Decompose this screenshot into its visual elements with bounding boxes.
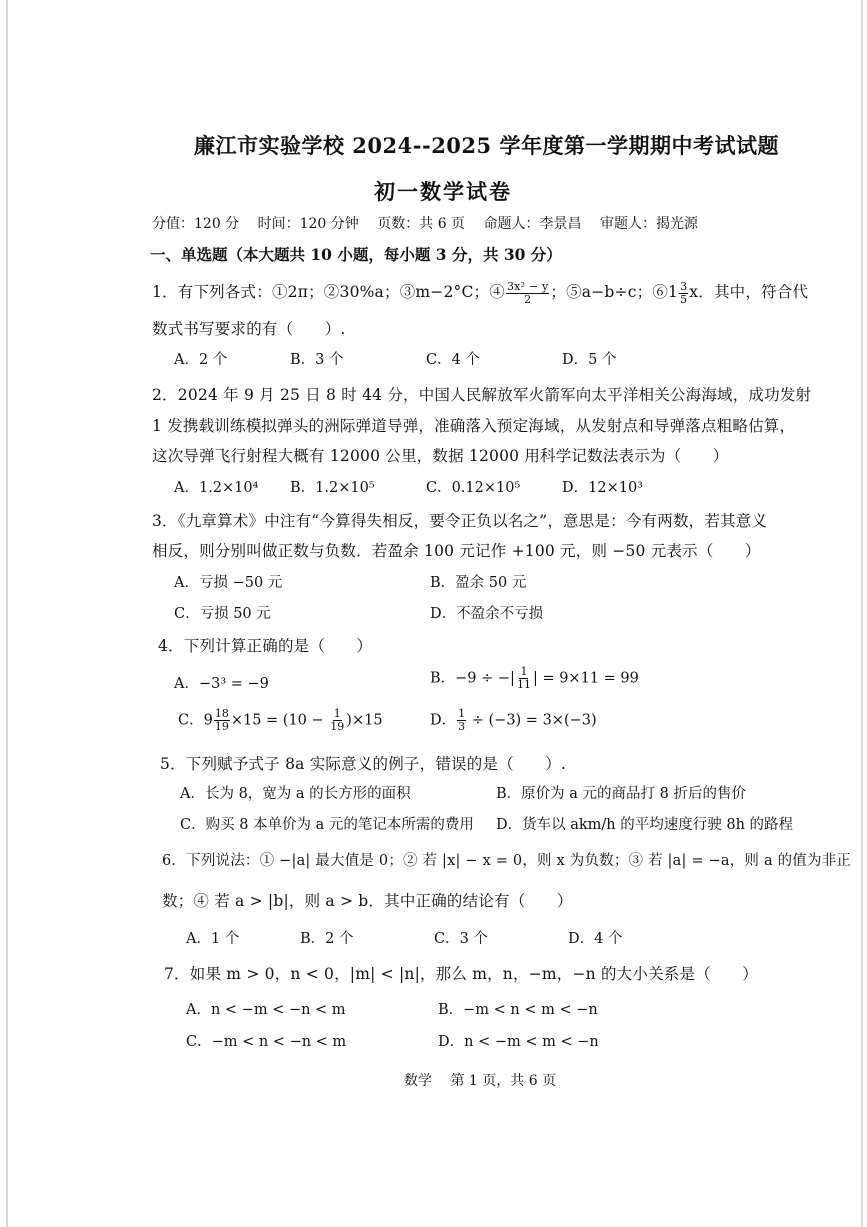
q5-option-d: D．货车以 akm/h 的平均速度行驶 8h 的路程 [496,817,794,833]
q5-option-c: C．购买 8 本单价为 a 元的笔记本所需的费用 [180,817,474,833]
q3-option-d: D．不盈余不亏损 [430,606,544,622]
q4-c-num2: 1 [333,707,341,720]
q3-option-b: B．盈余 50 元 [430,575,527,591]
q4-d-post: ÷ (−3) = 3×(−3) [467,712,597,729]
question-2-line3: 这次导弹飞行射程大概有 12000 公里，数据 12000 用科学记数法表示为（ ） [152,447,729,465]
q1-option-d: D．5 个 [562,352,617,368]
question-1-line1 [152,280,808,306]
section-heading: 一、单选题（本大题共 10 小题，每小题 3 分，共 30 分） [150,245,562,264]
q4-c-pre: C．9 [178,712,213,729]
q4-option-b: B．−9 ÷ −| $\frac{1}{11}$ | = 9×11 = 99 [430,665,639,691]
scan-right-edge [861,0,863,1227]
q5-option-b: B．原价为 a 元的商品打 8 折后的售价 [496,786,746,802]
q6-option-a: A．1 个 [186,931,240,947]
q4-b-post: = 9×11 = 99 [537,670,639,687]
q4-c-fraction1 [214,708,230,733]
q7-option-c: C．−m < n < −n < m [186,1034,347,1050]
question-6-line1: 6．下列说法：① −|a| 最大值是 0；② 若 |x| − x = 0，则 x 为负数；③ 若 |a| = −a，则 a 的值为非正 [162,853,852,869]
question-3-line2: 相反，则分别叫做正数与负数．若盈余 100 元记作 +100 元，则 −50 元表示（ ） [152,542,761,560]
q4-option-c [178,708,383,733]
q3-option-a: A．亏损 −50 元 [174,575,283,591]
question-3-line1: 3．《九章算术》中注有“今算得失相反，要令正负以名之”，意思是：今有两数，若其意义 [152,512,768,530]
q7-option-a: A．n < −m < −n < m [186,1002,346,1018]
q2-option-b: B．1.2×10⁵ [290,480,375,496]
q4-d-fraction [457,708,466,733]
question-1-line2: 数式书写要求的有（ ）. [152,320,346,338]
q6-option-c: C．3 个 [434,931,488,947]
question-2-line2: 1 发携载训练模拟弹头的洲际弹道导弹，准确落入预定海域，从发射点和导弹落点粗略估算， [152,417,796,435]
question-7-stem: 7．如果 m > 0，n < 0，|m| < |n|，那么 m，n，−m，−n 的大小关系是（ ） [164,965,758,983]
q1-option-a: A．2 个 [174,352,228,368]
q1-fraction [506,281,549,306]
q4-d-pre: D． [430,712,457,729]
q1-suffix: x．其中，符合代 [689,283,809,301]
question-6-line2: 数；④ 若 a > |b|，则 a > b．其中正确的结论有（ ） [162,892,573,910]
q1-mixed-fraction [679,281,688,306]
q4-c-fraction2 [329,708,345,733]
page-footer: 数学 第 1 页，共 6 页 [404,1073,557,1089]
q7-option-b: B．−m < n < m < −n [438,1002,598,1018]
q1-prefix: 1．有下列各式：①2π；②30%a；③m−2°C；④ [152,283,505,301]
q4-b-fraction [516,666,532,691]
q4-d-den: 3 [458,720,466,733]
page-title: 廉江市实验学校 2024--2025 学年度第一学期期中考试试题 [194,133,779,158]
q1-option-b: B．3 个 [290,352,344,368]
q1-mixed-den: 5 [680,292,688,306]
q4-option-d [430,708,597,733]
q1-frac-den: 2 [524,292,532,306]
question-2-line1: 2．2024 年 9 月 25 日 8 时 44 分，中国人民解放军火箭军向太平洋相关公海海域，成功发射 [152,386,812,404]
q1-option-c: C．4 个 [426,352,480,368]
scan-left-edge [6,0,8,1227]
q4-c-num1: 18 [214,707,229,720]
q4-c-post: )×15 [346,712,383,729]
q4-c-mid: ×15 = (10 − [230,712,329,729]
q2-option-d: D．12×10³ [562,480,643,496]
exam-meta: 分值：120 分 时间：120 分钟 页数：共 6 页 命题人：李景昌 审题人：揭光源 [152,216,698,232]
q4-b-pre: B．−9 ÷ [430,670,498,687]
q2-option-c: C．0.12×10⁵ [426,480,521,496]
q4-b-num: 1 [520,665,528,678]
q7-option-d: D．n < −m < m < −n [438,1034,599,1050]
q1-mixed-num: 3 [680,279,688,293]
question-4-stem: 4．下列计算正确的是（ ） [158,637,373,655]
question-5-stem: 5．下列赋予式子 8a 实际意义的例子，错误的是（ ）. [160,755,567,773]
q1-frac-num: 3x² − y [506,279,549,293]
q2-option-a: A．1.2×10⁴ [174,480,259,496]
q4-c-den1: 19 [214,720,229,733]
q4-c-den2: 19 [330,720,345,733]
q4-b-den: 11 [516,678,531,691]
q3-option-c: C．亏损 50 元 [174,606,271,622]
q6-option-b: B．2 个 [300,931,354,947]
q4-d-num: 1 [458,707,466,720]
q1-mid: ；⑤a−b÷c；⑥1 [550,283,679,301]
q4-option-a: A．−3³ = −9 [174,676,269,692]
q6-option-d: D．4 个 [568,931,623,947]
page-subtitle: 初一数学试卷 [374,179,512,204]
q5-option-a: A．长为 8，宽为 a 的长方形的面积 [180,786,411,802]
